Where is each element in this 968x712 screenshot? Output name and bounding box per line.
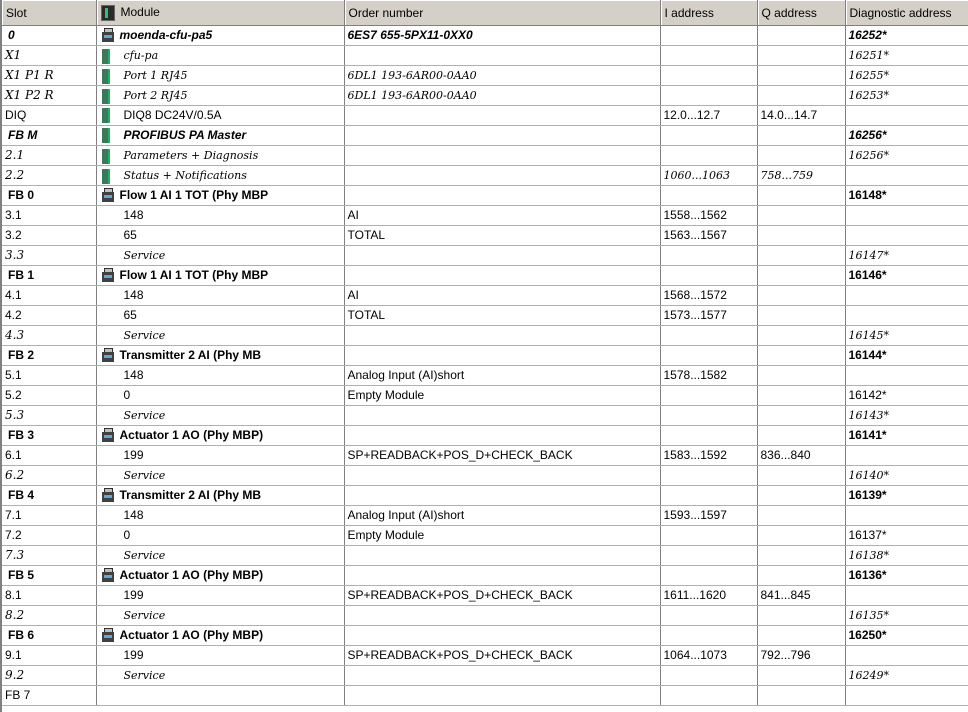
i-address-cell[interactable] — [660, 566, 757, 586]
table-row[interactable] — [2, 506, 968, 526]
q-address-cell[interactable] — [757, 126, 845, 146]
module-icon — [100, 348, 114, 363]
slot-cell[interactable]: 8.2 — [2, 606, 96, 626]
order-number-cell[interactable]: TOTAL — [344, 306, 660, 326]
module-cell[interactable] — [96, 646, 344, 666]
q-address-cell[interactable] — [757, 606, 845, 626]
q-address-cell[interactable]: 792...796 — [757, 646, 845, 666]
table-row[interactable] — [2, 526, 968, 546]
i-address-cell[interactable] — [660, 346, 757, 366]
table-row[interactable] — [2, 86, 968, 106]
module-label: Flow 1 AI 1 TOT (Phy MBP — [119, 268, 269, 282]
q-address-cell[interactable] — [757, 46, 845, 66]
module-cell[interactable] — [96, 126, 344, 146]
diagnostic-address-cell[interactable]: 16251* — [845, 46, 968, 66]
diagnostic-address-cell[interactable]: 16144* — [845, 346, 968, 366]
table-row[interactable] — [2, 166, 968, 186]
module-label: Service — [123, 549, 166, 562]
diagnostic-address-cell[interactable]: 16146* — [845, 266, 968, 286]
diagnostic-address-cell[interactable] — [845, 646, 968, 666]
order-number-cell[interactable] — [344, 546, 660, 566]
diagnostic-address-cell[interactable] — [845, 446, 968, 466]
diagnostic-address-cell[interactable] — [845, 226, 968, 246]
table-row[interactable] — [2, 26, 968, 46]
module-label: Parameters + Diagnosis — [123, 149, 259, 162]
i-address-cell[interactable]: 1583...1592 — [660, 446, 757, 466]
module-cell[interactable] — [96, 286, 344, 306]
q-address-cell[interactable] — [757, 466, 845, 486]
module-label: moenda-cfu-pa5 — [119, 28, 213, 42]
module-label: 199 — [123, 588, 144, 602]
diagnostic-address-cell[interactable]: 16147* — [845, 246, 968, 266]
module-cell[interactable] — [96, 366, 344, 386]
submodule-icon — [102, 169, 110, 184]
i-address-cell[interactable] — [660, 406, 757, 426]
i-address-cell[interactable] — [660, 126, 757, 146]
module-cell[interactable] — [96, 26, 344, 46]
module-cell[interactable] — [96, 686, 344, 706]
q-address-cell[interactable] — [757, 406, 845, 426]
diagnostic-address-cell[interactable]: 16256* — [845, 146, 968, 166]
table-row[interactable] — [2, 326, 968, 346]
module-cell[interactable] — [96, 466, 344, 486]
module-cell[interactable] — [96, 386, 344, 406]
diagnostic-address-cell[interactable]: 16139* — [845, 486, 968, 506]
slot-cell[interactable]: FB 4 — [2, 486, 96, 506]
i-address-cell[interactable]: 1563...1567 — [660, 226, 757, 246]
module-icon — [100, 488, 114, 503]
table-row[interactable] — [2, 606, 968, 626]
q-address-cell[interactable] — [757, 26, 845, 46]
table-row[interactable] — [2, 466, 968, 486]
diagnostic-address-cell[interactable] — [845, 506, 968, 526]
module-cell[interactable] — [96, 146, 344, 166]
slot-cell[interactable]: FB 3 — [2, 426, 96, 446]
column-header-diagnostic-address[interactable]: Diagnostic address — [845, 1, 968, 26]
module-cell[interactable] — [96, 46, 344, 66]
order-number-cell[interactable]: Empty Module — [344, 526, 660, 546]
module-cell[interactable] — [96, 546, 344, 566]
diagnostic-address-cell[interactable]: 16250* — [845, 626, 968, 646]
module-column-icon — [101, 5, 115, 21]
submodule-icon — [102, 69, 110, 84]
order-number-cell[interactable]: 6ES7 655-5PX11-0XX0 — [344, 26, 660, 46]
table-row[interactable] — [2, 186, 968, 206]
table-row[interactable] — [2, 446, 968, 466]
q-address-cell[interactable] — [757, 506, 845, 526]
q-address-cell[interactable] — [757, 306, 845, 326]
table-row[interactable] — [2, 666, 968, 686]
order-number-cell[interactable] — [344, 606, 660, 626]
i-address-cell[interactable] — [660, 326, 757, 346]
diagnostic-address-cell[interactable] — [845, 106, 968, 126]
slot-cell[interactable]: FB 7 — [2, 686, 96, 706]
i-address-cell[interactable]: 1573...1577 — [660, 306, 757, 326]
submodule-icon — [102, 128, 110, 143]
slot-cell[interactable]: 9.1 — [2, 646, 96, 666]
column-header-module[interactable] — [96, 1, 344, 26]
i-address-cell[interactable] — [660, 426, 757, 446]
order-number-cell[interactable] — [344, 466, 660, 486]
i-address-cell[interactable] — [660, 386, 757, 406]
module-label: Service — [123, 669, 166, 682]
order-number-cell[interactable] — [344, 566, 660, 586]
slot-cell[interactable]: 2.1 — [2, 146, 96, 166]
module-label: 148 — [123, 288, 144, 302]
order-number-cell[interactable]: AI — [344, 206, 660, 226]
slot-cell[interactable]: 5.2 — [2, 386, 96, 406]
slot-cell[interactable]: 7.1 — [2, 506, 96, 526]
module-cell[interactable] — [96, 566, 344, 586]
slot-cell[interactable]: 6.1 — [2, 446, 96, 466]
module-cell[interactable] — [96, 66, 344, 86]
module-cell[interactable] — [96, 666, 344, 686]
module-cell[interactable] — [96, 246, 344, 266]
diagnostic-address-cell[interactable]: 16137* — [845, 526, 968, 546]
q-address-cell[interactable] — [757, 566, 845, 586]
module-label: Service — [123, 249, 166, 262]
slot-cell[interactable]: 4.1 — [2, 286, 96, 306]
i-address-cell[interactable] — [660, 266, 757, 286]
slot-cell[interactable]: FB M — [2, 126, 96, 146]
slot-cell[interactable]: 2.2 — [2, 166, 96, 186]
module-cell[interactable] — [96, 586, 344, 606]
i-address-cell[interactable] — [660, 486, 757, 506]
order-number-cell[interactable] — [344, 426, 660, 446]
order-number-cell[interactable]: SP+READBACK+POS_D+CHECK_BACK — [344, 446, 660, 466]
table-row[interactable] — [2, 46, 968, 66]
module-label: Actuator 1 AO (Phy MBP) — [119, 568, 264, 582]
slot-cell[interactable]: 4.2 — [2, 306, 96, 326]
i-address-cell[interactable]: 1558...1562 — [660, 206, 757, 226]
q-address-cell[interactable] — [757, 246, 845, 266]
order-number-cell[interactable] — [344, 246, 660, 266]
module-cell[interactable] — [96, 506, 344, 526]
order-number-cell[interactable]: 6DL1 193-6AR00-0AA0 — [344, 86, 660, 106]
column-header-i-address[interactable]: I address — [660, 1, 757, 26]
q-address-cell[interactable] — [757, 426, 845, 446]
q-address-cell[interactable] — [757, 86, 845, 106]
table-row[interactable] — [2, 346, 968, 366]
diagnostic-address-cell[interactable]: 16253* — [845, 86, 968, 106]
module-label: Transmitter 2 AI (Phy MB — [119, 348, 262, 362]
order-number-cell[interactable]: TOTAL — [344, 226, 660, 246]
table-row[interactable] — [2, 626, 968, 646]
q-address-cell[interactable]: 14.0...14.7 — [757, 106, 845, 126]
slot-cell[interactable]: FB 5 — [2, 566, 96, 586]
order-number-cell[interactable] — [344, 326, 660, 346]
table-row[interactable] — [2, 266, 968, 286]
q-address-cell[interactable]: 841...845 — [757, 586, 845, 606]
slot-cell[interactable]: FB 0 — [2, 186, 96, 206]
module-cell[interactable] — [96, 266, 344, 286]
slot-cell[interactable]: 5.3 — [2, 406, 96, 426]
q-address-cell[interactable] — [757, 146, 845, 166]
table-header — [2, 1, 968, 26]
module-icon — [100, 268, 114, 283]
module-label: 0 — [123, 528, 131, 542]
i-address-cell[interactable] — [660, 66, 757, 86]
table-row[interactable] — [2, 246, 968, 266]
q-address-cell[interactable] — [757, 186, 845, 206]
order-number-cell[interactable]: Empty Module — [344, 386, 660, 406]
order-number-cell[interactable] — [344, 346, 660, 366]
column-header-q-address[interactable]: Q address — [757, 1, 845, 26]
module-cell[interactable] — [96, 306, 344, 326]
slot-cell[interactable]: 5.1 — [2, 366, 96, 386]
i-address-cell[interactable]: 1060...1063 — [660, 166, 757, 186]
q-address-cell[interactable] — [757, 66, 845, 86]
module-label: Transmitter 2 AI (Phy MB — [119, 488, 262, 502]
q-address-cell[interactable]: 758...759 — [757, 166, 845, 186]
module-icon — [100, 428, 114, 443]
q-address-cell[interactable]: 836...840 — [757, 446, 845, 466]
diagnostic-address-cell[interactable]: 16142* — [845, 386, 968, 406]
table-row[interactable] — [2, 426, 968, 446]
diagnostic-address-cell[interactable]: 16255* — [845, 66, 968, 86]
table-row[interactable] — [2, 546, 968, 566]
order-number-cell[interactable] — [344, 266, 660, 286]
slot-cell[interactable]: X1 P2 R — [2, 86, 96, 106]
table-row[interactable] — [2, 646, 968, 666]
diagnostic-address-cell[interactable]: 16135* — [845, 606, 968, 626]
order-number-cell[interactable]: SP+READBACK+POS_D+CHECK_BACK — [344, 646, 660, 666]
module-label: Service — [123, 469, 166, 482]
order-number-cell[interactable] — [344, 46, 660, 66]
diagnostic-address-cell[interactable] — [845, 366, 968, 386]
module-label: Actuator 1 AO (Phy MBP) — [119, 628, 264, 642]
module-label: Service — [123, 409, 166, 422]
order-number-cell[interactable] — [344, 166, 660, 186]
slot-cell[interactable]: 7.2 — [2, 526, 96, 546]
table-row[interactable] — [2, 106, 968, 126]
diagnostic-address-cell[interactable]: 16145* — [845, 326, 968, 346]
module-icon — [100, 188, 114, 203]
module-label: Service — [123, 329, 166, 342]
i-address-cell[interactable] — [660, 46, 757, 66]
slot-cell[interactable]: FB 1 — [2, 266, 96, 286]
slot-cell[interactable]: 7.3 — [2, 546, 96, 566]
diagnostic-address-cell[interactable]: 16136* — [845, 566, 968, 586]
diagnostic-address-cell[interactable] — [845, 206, 968, 226]
module-cell[interactable] — [96, 106, 344, 126]
module-label: Actuator 1 AO (Phy MBP) — [119, 428, 264, 442]
i-address-cell[interactable] — [660, 466, 757, 486]
module-label: Port 2 RJ45 — [123, 89, 188, 102]
module-label: DIQ8 DC24V/0.5A — [123, 108, 222, 122]
submodule-icon — [102, 149, 110, 164]
q-address-cell[interactable] — [757, 386, 845, 406]
order-number-cell[interactable] — [344, 486, 660, 506]
table-row[interactable] — [2, 586, 968, 606]
order-number-cell[interactable] — [344, 666, 660, 686]
module-label: 65 — [123, 228, 137, 242]
module-icon — [100, 28, 114, 43]
q-address-cell[interactable] — [757, 346, 845, 366]
i-address-cell[interactable] — [660, 26, 757, 46]
order-number-cell[interactable] — [344, 686, 660, 706]
i-address-cell[interactable]: 1593...1597 — [660, 506, 757, 526]
module-icon — [100, 568, 114, 583]
diagnostic-address-cell[interactable]: 16252* — [845, 26, 968, 46]
order-number-cell[interactable]: AI — [344, 286, 660, 306]
column-header-module-label: Module — [120, 5, 160, 20]
q-address-cell[interactable] — [757, 226, 845, 246]
module-icon — [100, 628, 114, 643]
diagnostic-address-cell[interactable]: 16249* — [845, 666, 968, 686]
diagnostic-address-cell[interactable]: 16140* — [845, 466, 968, 486]
table-row[interactable] — [2, 226, 968, 246]
table-row[interactable] — [2, 126, 968, 146]
submodule-icon — [102, 89, 110, 104]
slot-cell[interactable]: 4.3 — [2, 326, 96, 346]
i-address-cell[interactable]: 1064...1073 — [660, 646, 757, 666]
table-row[interactable] — [2, 566, 968, 586]
table-row[interactable] — [2, 686, 968, 706]
order-number-cell[interactable]: 6DL1 193-6AR00-0AA0 — [344, 66, 660, 86]
table-row[interactable] — [2, 146, 968, 166]
i-address-cell[interactable] — [660, 546, 757, 566]
table-row[interactable] — [2, 406, 968, 426]
module-label: Flow 1 AI 1 TOT (Phy MBP — [119, 188, 269, 202]
order-number-cell[interactable]: Analog Input (AI)short — [344, 366, 660, 386]
i-address-cell[interactable]: 1611...1620 — [660, 586, 757, 606]
module-cell[interactable] — [96, 326, 344, 346]
module-label: 148 — [123, 508, 144, 522]
module-cell[interactable] — [96, 406, 344, 426]
slot-cell[interactable]: 3.2 — [2, 226, 96, 246]
module-cell[interactable] — [96, 166, 344, 186]
module-cell[interactable] — [96, 446, 344, 466]
order-number-cell[interactable]: Analog Input (AI)short — [344, 506, 660, 526]
table-row[interactable] — [2, 66, 968, 86]
module-cell[interactable] — [96, 346, 344, 366]
module-label: 148 — [123, 208, 144, 222]
order-number-cell[interactable]: SP+READBACK+POS_D+CHECK_BACK — [344, 586, 660, 606]
diagnostic-address-cell[interactable] — [845, 166, 968, 186]
module-cell[interactable] — [96, 626, 344, 646]
diagnostic-address-cell[interactable]: 16138* — [845, 546, 968, 566]
table-row[interactable] — [2, 366, 968, 386]
diagnostic-address-cell[interactable] — [845, 306, 968, 326]
submodule-icon — [102, 49, 110, 64]
module-cell[interactable] — [96, 226, 344, 246]
order-number-cell[interactable] — [344, 626, 660, 646]
module-label: cfu-pa — [123, 49, 159, 62]
slot-cell[interactable]: 8.1 — [2, 586, 96, 606]
q-address-cell[interactable] — [757, 526, 845, 546]
module-label: 148 — [123, 368, 144, 382]
module-label: 65 — [123, 308, 137, 322]
module-cell[interactable] — [96, 426, 344, 446]
module-label: Service — [123, 609, 166, 622]
slot-cell[interactable]: 3.3 — [2, 246, 96, 266]
module-cell[interactable] — [96, 206, 344, 226]
order-number-cell[interactable] — [344, 146, 660, 166]
module-label: 199 — [123, 648, 144, 662]
diagnostic-address-cell[interactable] — [845, 286, 968, 306]
slot-table — [2, 0, 968, 706]
diagnostic-address-cell[interactable] — [845, 686, 968, 706]
q-address-cell[interactable] — [757, 666, 845, 686]
slot-cell[interactable]: 0 — [2, 26, 96, 46]
q-address-cell[interactable] — [757, 286, 845, 306]
q-address-cell[interactable] — [757, 626, 845, 646]
diagnostic-address-cell[interactable]: 16143* — [845, 406, 968, 426]
module-label: 0 — [123, 388, 131, 402]
module-cell[interactable] — [96, 606, 344, 626]
column-header-slot[interactable]: Slot — [2, 1, 96, 26]
submodule-icon — [102, 108, 110, 123]
module-label: PROFIBUS PA Master — [123, 128, 247, 142]
table-row[interactable] — [2, 306, 968, 326]
i-address-cell[interactable] — [660, 686, 757, 706]
q-address-cell[interactable] — [757, 366, 845, 386]
slot-cell[interactable]: 3.1 — [2, 206, 96, 226]
diagnostic-address-cell[interactable] — [845, 586, 968, 606]
i-address-cell[interactable] — [660, 86, 757, 106]
slot-cell[interactable]: FB 2 — [2, 346, 96, 366]
i-address-cell[interactable]: 1568...1572 — [660, 286, 757, 306]
column-header-order-number[interactable]: Order number — [344, 1, 660, 26]
table-row[interactable] — [2, 386, 968, 406]
i-address-cell[interactable]: 1578...1582 — [660, 366, 757, 386]
module-cell[interactable] — [96, 186, 344, 206]
i-address-cell[interactable] — [660, 606, 757, 626]
diagnostic-address-cell[interactable]: 16141* — [845, 426, 968, 446]
module-cell[interactable] — [96, 526, 344, 546]
i-address-cell[interactable] — [660, 526, 757, 546]
diagnostic-address-cell[interactable]: 16256* — [845, 126, 968, 146]
i-address-cell[interactable] — [660, 626, 757, 646]
order-number-cell[interactable] — [344, 186, 660, 206]
slot-cell[interactable]: FB 6 — [2, 626, 96, 646]
table-row[interactable] — [2, 206, 968, 226]
i-address-cell[interactable] — [660, 186, 757, 206]
module-label: Status + Notifications — [123, 169, 247, 182]
table-row[interactable] — [2, 486, 968, 506]
table-body — [2, 26, 968, 706]
module-cell[interactable] — [96, 86, 344, 106]
slot-cell[interactable]: X1 P1 R — [2, 66, 96, 86]
q-address-cell[interactable] — [757, 686, 845, 706]
slot-cell[interactable]: DIQ — [2, 106, 96, 126]
i-address-cell[interactable] — [660, 146, 757, 166]
i-address-cell[interactable]: 12.0...12.7 — [660, 106, 757, 126]
q-address-cell[interactable] — [757, 206, 845, 226]
module-cell[interactable] — [96, 486, 344, 506]
table-row[interactable] — [2, 286, 968, 306]
i-address-cell[interactable] — [660, 666, 757, 686]
i-address-cell[interactable] — [660, 246, 757, 266]
module-label: Port 1 RJ45 — [123, 69, 188, 82]
slot-cell[interactable]: X1 — [2, 46, 96, 66]
order-number-cell[interactable] — [344, 106, 660, 126]
order-number-cell[interactable] — [344, 406, 660, 426]
slot-cell[interactable]: 9.2 — [2, 666, 96, 686]
q-address-cell[interactable] — [757, 546, 845, 566]
diagnostic-address-cell[interactable]: 16148* — [845, 186, 968, 206]
q-address-cell[interactable] — [757, 266, 845, 286]
module-label: 199 — [123, 448, 144, 462]
q-address-cell[interactable] — [757, 486, 845, 506]
slot-cell[interactable]: 6.2 — [2, 466, 96, 486]
order-number-cell[interactable] — [344, 126, 660, 146]
q-address-cell[interactable] — [757, 326, 845, 346]
